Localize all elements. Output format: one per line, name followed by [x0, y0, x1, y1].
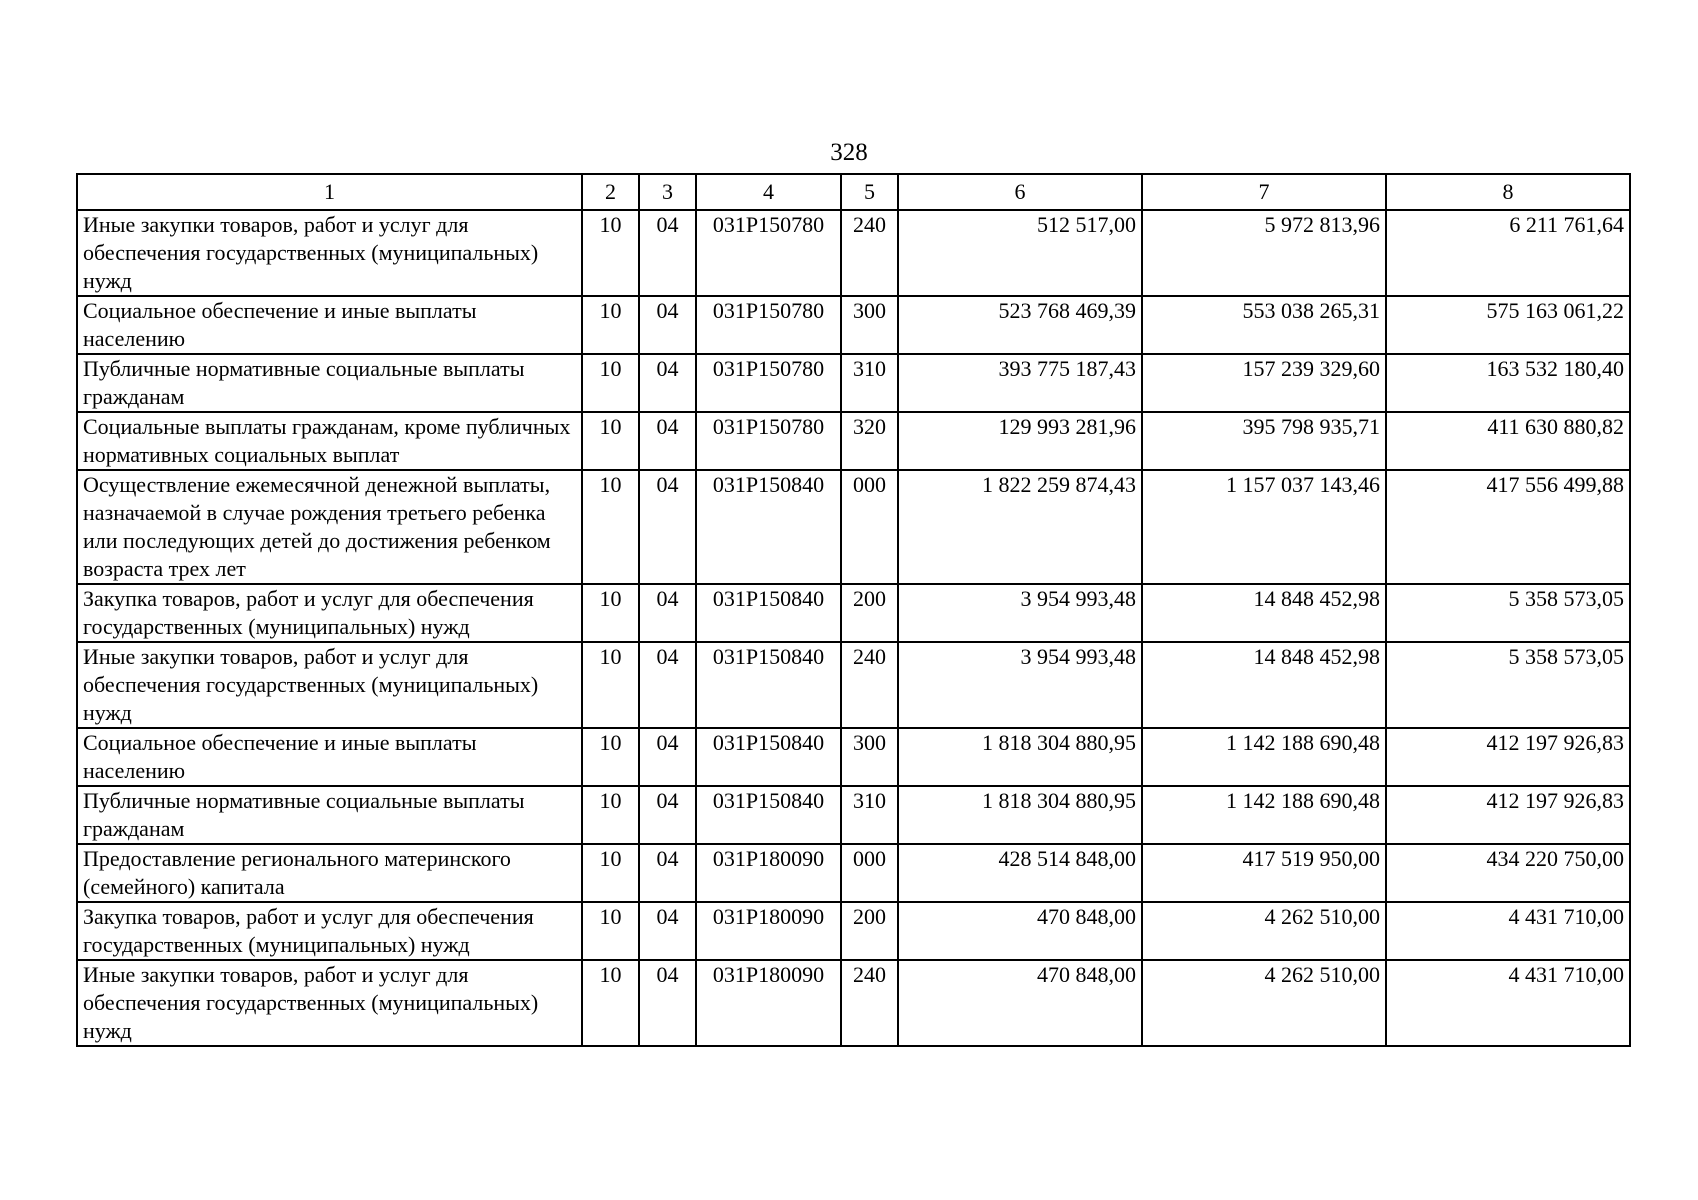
- expense-type-cell: 310: [841, 786, 898, 844]
- section-code-cell: 10: [582, 960, 639, 1046]
- amount-cell-col7: 417 519 950,00: [1142, 844, 1386, 902]
- subsection-code-cell: 04: [639, 786, 696, 844]
- row-name-cell: Социальное обеспечение и иные выплаты населению: [77, 296, 582, 354]
- amount-cell-col6: 3 954 993,48: [898, 584, 1142, 642]
- row-name-cell: Публичные нормативные социальные выплаты гражданам: [77, 786, 582, 844]
- table-row: [77, 642, 1630, 728]
- section-code-cell: 10: [582, 844, 639, 902]
- amount-cell-col7: 157 239 329,60: [1142, 354, 1386, 412]
- section-code-cell: 10: [582, 786, 639, 844]
- row-name-cell: Осуществление ежемесячной денежной выплаты, назначаемой в случае рождения третьего ребенка или последующих детей до достижения ребенком возраста трех лет: [77, 470, 582, 584]
- table-row: [77, 210, 1630, 296]
- table-row: [77, 354, 1630, 412]
- amount-cell-col6: 393 775 187,43: [898, 354, 1142, 412]
- amount-cell-col8: 4 431 710,00: [1386, 960, 1630, 1046]
- subsection-code-cell: 04: [639, 844, 696, 902]
- table-row: [77, 728, 1630, 786]
- amount-cell-col8: 5 358 573,05: [1386, 584, 1630, 642]
- subsection-code-cell: 04: [639, 902, 696, 960]
- amount-cell-col8: 163 532 180,40: [1386, 354, 1630, 412]
- amount-cell-col8: 4 431 710,00: [1386, 902, 1630, 960]
- budget-table: [76, 173, 1631, 1047]
- column-header: 7: [1142, 174, 1386, 210]
- subsection-code-cell: 04: [639, 584, 696, 642]
- column-header: 6: [898, 174, 1142, 210]
- subsection-code-cell: 04: [639, 412, 696, 470]
- target-article-cell: 031P150840: [696, 728, 841, 786]
- subsection-code-cell: 04: [639, 470, 696, 584]
- expense-type-cell: 200: [841, 902, 898, 960]
- target-article-cell: 031P150840: [696, 470, 841, 584]
- amount-cell-col7: 553 038 265,31: [1142, 296, 1386, 354]
- amount-cell-col7: 4 262 510,00: [1142, 902, 1386, 960]
- amount-cell-col8: 5 358 573,05: [1386, 642, 1630, 728]
- amount-cell-col6: 1 818 304 880,95: [898, 786, 1142, 844]
- table-row: [77, 902, 1630, 960]
- section-code-cell: 10: [582, 412, 639, 470]
- amount-cell-col7: 5 972 813,96: [1142, 210, 1386, 296]
- amount-cell-col6: 1 822 259 874,43: [898, 470, 1142, 584]
- row-name-cell: Социальные выплаты гражданам, кроме публичных нормативных социальных выплат: [77, 412, 582, 470]
- column-header: 1: [77, 174, 582, 210]
- subsection-code-cell: 04: [639, 296, 696, 354]
- amount-cell-col6: 1 818 304 880,95: [898, 728, 1142, 786]
- amount-cell-col7: 395 798 935,71: [1142, 412, 1386, 470]
- table-row: [77, 470, 1630, 584]
- row-name-cell: Публичные нормативные социальные выплаты гражданам: [77, 354, 582, 412]
- amount-cell-col8: 6 211 761,64: [1386, 210, 1630, 296]
- column-header: 3: [639, 174, 696, 210]
- target-article-cell: 031P150780: [696, 296, 841, 354]
- row-name-cell: Иные закупки товаров, работ и услуг для обеспечения государственных (муниципальных) нужд: [77, 960, 582, 1046]
- amount-cell-col8: 575 163 061,22: [1386, 296, 1630, 354]
- header-row: [77, 174, 1630, 210]
- amount-cell-col6: 3 954 993,48: [898, 642, 1142, 728]
- expense-type-cell: 200: [841, 584, 898, 642]
- target-article-cell: 031P180090: [696, 844, 841, 902]
- amount-cell-col8: 434 220 750,00: [1386, 844, 1630, 902]
- target-article-cell: 031P150840: [696, 584, 841, 642]
- row-name-cell: Закупка товаров, работ и услуг для обеспечения государственных (муниципальных) нужд: [77, 584, 582, 642]
- expense-type-cell: 320: [841, 412, 898, 470]
- target-article-cell: 031P150840: [696, 786, 841, 844]
- subsection-code-cell: 04: [639, 210, 696, 296]
- section-code-cell: 10: [582, 470, 639, 584]
- expense-type-cell: 240: [841, 210, 898, 296]
- target-article-cell: 031P150780: [696, 354, 841, 412]
- expense-type-cell: 000: [841, 844, 898, 902]
- amount-cell-col8: 411 630 880,82: [1386, 412, 1630, 470]
- subsection-code-cell: 04: [639, 960, 696, 1046]
- page-number: 328: [830, 139, 868, 166]
- row-name-cell: Иные закупки товаров, работ и услуг для обеспечения государственных (муниципальных) нужд: [77, 210, 582, 296]
- target-article-cell: 031P150840: [696, 642, 841, 728]
- section-code-cell: 10: [582, 210, 639, 296]
- target-article-cell: 031P150780: [696, 412, 841, 470]
- amount-cell-col7: 1 142 188 690,48: [1142, 728, 1386, 786]
- amount-cell-col7: 1 157 037 143,46: [1142, 470, 1386, 584]
- column-header: 2: [582, 174, 639, 210]
- subsection-code-cell: 04: [639, 728, 696, 786]
- column-header: 8: [1386, 174, 1630, 210]
- target-article-cell: 031P180090: [696, 960, 841, 1046]
- row-name-cell: Иные закупки товаров, работ и услуг для обеспечения государственных (муниципальных) нужд: [77, 642, 582, 728]
- amount-cell-col7: 4 262 510,00: [1142, 960, 1386, 1046]
- section-code-cell: 10: [582, 728, 639, 786]
- expense-type-cell: 000: [841, 470, 898, 584]
- table-body: [77, 210, 1630, 1046]
- expense-type-cell: 240: [841, 642, 898, 728]
- column-header: 4: [696, 174, 841, 210]
- target-article-cell: 031P150780: [696, 210, 841, 296]
- table-row: [77, 786, 1630, 844]
- subsection-code-cell: 04: [639, 642, 696, 728]
- table-row: [77, 412, 1630, 470]
- amount-cell-col6: 470 848,00: [898, 902, 1142, 960]
- amount-cell-col8: 412 197 926,83: [1386, 728, 1630, 786]
- section-code-cell: 10: [582, 296, 639, 354]
- expense-type-cell: 300: [841, 296, 898, 354]
- amount-cell-col7: 14 848 452,98: [1142, 584, 1386, 642]
- amount-cell-col6: 129 993 281,96: [898, 412, 1142, 470]
- section-code-cell: 10: [582, 584, 639, 642]
- amount-cell-col6: 512 517,00: [898, 210, 1142, 296]
- expense-type-cell: 300: [841, 728, 898, 786]
- table-row: [77, 960, 1630, 1046]
- amount-cell-col6: 428 514 848,00: [898, 844, 1142, 902]
- section-code-cell: 10: [582, 354, 639, 412]
- amount-cell-col6: 470 848,00: [898, 960, 1142, 1046]
- amount-cell-col8: 412 197 926,83: [1386, 786, 1630, 844]
- section-code-cell: 10: [582, 642, 639, 728]
- table-row: [77, 296, 1630, 354]
- row-name-cell: Социальное обеспечение и иные выплаты населению: [77, 728, 582, 786]
- table-row: [77, 844, 1630, 902]
- amount-cell-col7: 1 142 188 690,48: [1142, 786, 1386, 844]
- expense-type-cell: 240: [841, 960, 898, 1046]
- row-name-cell: Закупка товаров, работ и услуг для обеспечения государственных (муниципальных) нужд: [77, 902, 582, 960]
- column-header: 5: [841, 174, 898, 210]
- amount-cell-col6: 523 768 469,39: [898, 296, 1142, 354]
- expense-type-cell: 310: [841, 354, 898, 412]
- amount-cell-col8: 417 556 499,88: [1386, 470, 1630, 584]
- section-code-cell: 10: [582, 902, 639, 960]
- table-row: [77, 584, 1630, 642]
- target-article-cell: 031P180090: [696, 902, 841, 960]
- subsection-code-cell: 04: [639, 354, 696, 412]
- row-name-cell: Предоставление регионального материнского (семейного) капитала: [77, 844, 582, 902]
- amount-cell-col7: 14 848 452,98: [1142, 642, 1386, 728]
